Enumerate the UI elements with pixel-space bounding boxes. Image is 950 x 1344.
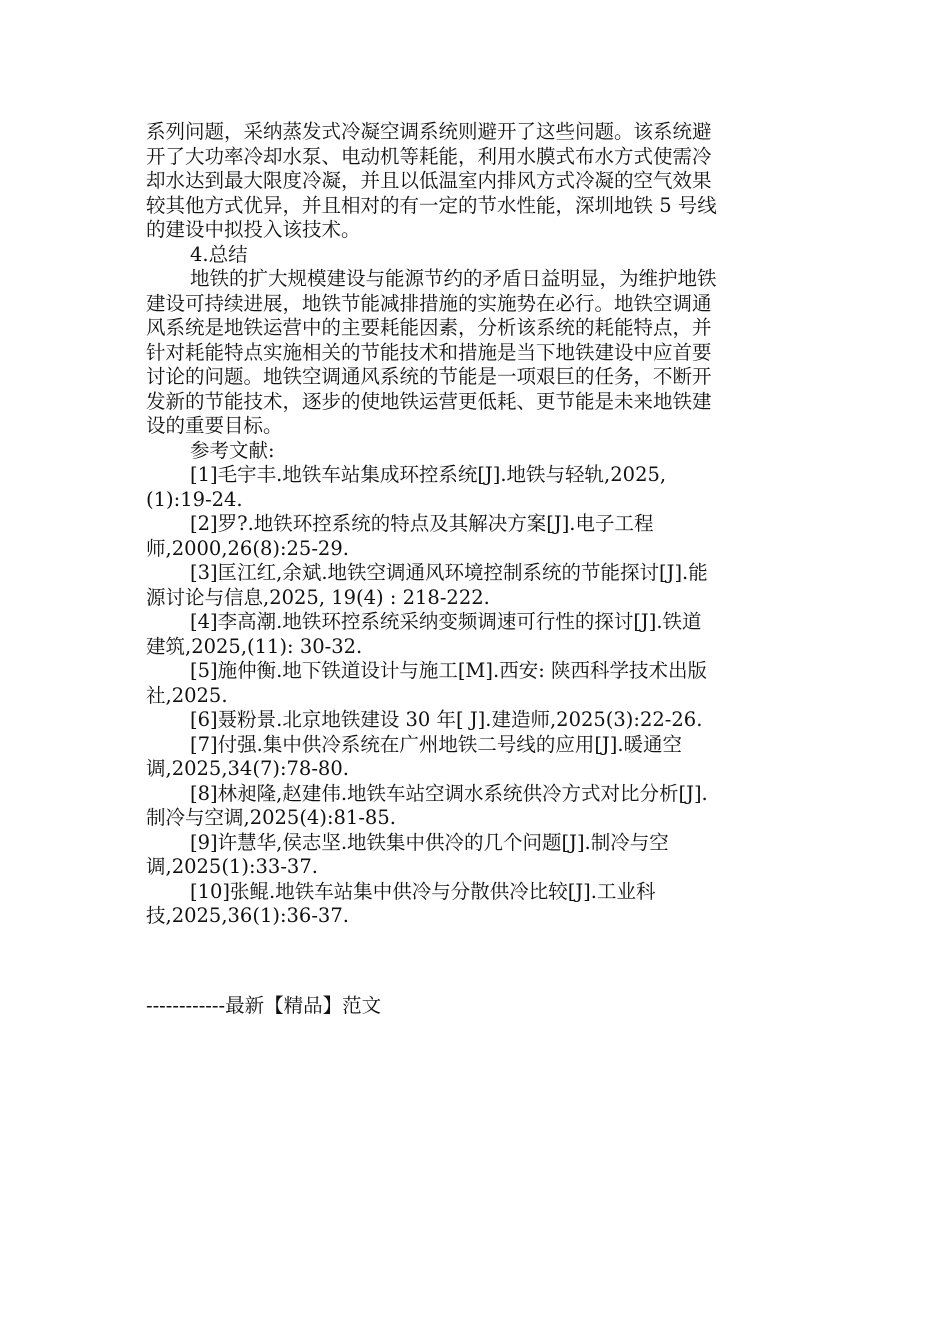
reference-line: [2]罗?.地铁环控系统的特点及其解决方案[J].电子工程 bbox=[190, 512, 654, 535]
reference-item bbox=[146, 880, 806, 929]
text-line: 建设可持续进展，地铁节能减排措施的实施势在必行。地铁空调通 bbox=[146, 291, 712, 315]
text-line: 系列问题，采纳蒸发式冷凝空调系统则避开了这些问题。该系统避 bbox=[146, 120, 712, 143]
reference-line: [9]许慧华,侯志坚.地铁集中供冷的几个问题[J].制冷与空 bbox=[190, 830, 669, 854]
reference-line: [10]张鲲.地铁车站集中供冷与分散供冷比较[J].工业科 bbox=[190, 879, 656, 903]
reference-line: 源讨论与信息,2025, 19(4) : 218-222. bbox=[146, 585, 490, 609]
reference-line: (1):19-24. bbox=[146, 487, 243, 511]
text-line: 的建设中拟投入该技术。 bbox=[146, 218, 361, 241]
reference-line: [8]林昶隆,赵建伟.地铁车站空调水系统供冷方式对比分析[J]. bbox=[190, 781, 708, 805]
text-line: 针对耗能特点实施相关的节能技术和措施是当下地铁建设中应首要 bbox=[146, 340, 712, 364]
reference-item bbox=[146, 561, 806, 610]
section-heading: 4.总结 bbox=[190, 242, 248, 266]
document-body bbox=[146, 120, 806, 929]
reference-item bbox=[146, 463, 806, 512]
reference-line: 社,2025. bbox=[146, 683, 228, 707]
text-line: 地铁的扩大规模建设与能源节约的矛盾日益明显，为维护地铁 bbox=[190, 267, 717, 290]
text-line: 却水达到最大限度冷凝，并且以低温室内排风方式冷凝的空气效果 bbox=[146, 169, 712, 192]
text-line: 开了大功率冷却水泵、电动机等耗能，利用水膜式布水方式使需冷 bbox=[146, 144, 712, 168]
paragraph-intro bbox=[146, 120, 806, 243]
footer-tagline: ------------最新【精品】范文 bbox=[146, 994, 382, 1017]
reference-line: 师,2000,26(8):25-29. bbox=[146, 536, 349, 560]
reference-line: 调,2025,34(7):78-80. bbox=[146, 757, 349, 780]
reference-line: 制冷与空调,2025(4):81-85. bbox=[146, 806, 396, 829]
reference-line: [4]李高潮.地铁环控系统采纳变频调速可行性的探讨[J].铁道 bbox=[190, 610, 702, 633]
reference-list bbox=[146, 463, 806, 929]
reference-line: 技,2025,36(1):36-37. bbox=[146, 904, 349, 927]
reference-item bbox=[146, 512, 806, 561]
reference-item bbox=[146, 782, 806, 831]
text-line: 风系统是地铁运营中的主要耗能因素，分析该系统的耗能特点，并 bbox=[146, 316, 712, 339]
reference-line: [5]施仲衡.地下铁道设计与施工[M].西安: 陕西科学技术出版 bbox=[190, 659, 707, 682]
references-title: 参考文献: bbox=[190, 438, 275, 462]
text-line: 设的重要目标。 bbox=[146, 414, 283, 437]
reference-line: 建筑,2025,(11): 30-32. bbox=[146, 634, 363, 658]
reference-line: [1]毛宇丰.地铁车站集成环控系统[J].地铁与轻轨,2025, bbox=[190, 463, 667, 486]
paragraph-summary bbox=[146, 267, 806, 439]
reference-item bbox=[146, 610, 806, 659]
text-line: 发新的节能技术，逐步的使地铁运营更低耗、更节能是未来地铁建 bbox=[146, 389, 712, 413]
reference-item bbox=[146, 708, 806, 733]
reference-item bbox=[146, 733, 806, 782]
text-line: 较其他方式优异，并且相对的有一定的节水性能，深圳地铁 5 号线 bbox=[146, 193, 717, 217]
reference-line: [6]聂粉景.北京地铁建设 30 年[ J].建造师,2025(3):22-26. bbox=[190, 708, 703, 731]
reference-line: [3]匡江红,余斌.地铁空调通风环境控制系统的节能探讨[J].能 bbox=[190, 561, 708, 584]
reference-line: 调,2025(1):33-37. bbox=[146, 855, 318, 878]
reference-item bbox=[146, 659, 806, 708]
reference-line: [7]付强.集中供冷系统在广州地铁二号线的应用[J].暖通空 bbox=[190, 732, 683, 756]
text-line: 讨论的问题。地铁空调通风系统的节能是一项艰巨的任务，不断开 bbox=[146, 365, 712, 388]
reference-item bbox=[146, 831, 806, 880]
